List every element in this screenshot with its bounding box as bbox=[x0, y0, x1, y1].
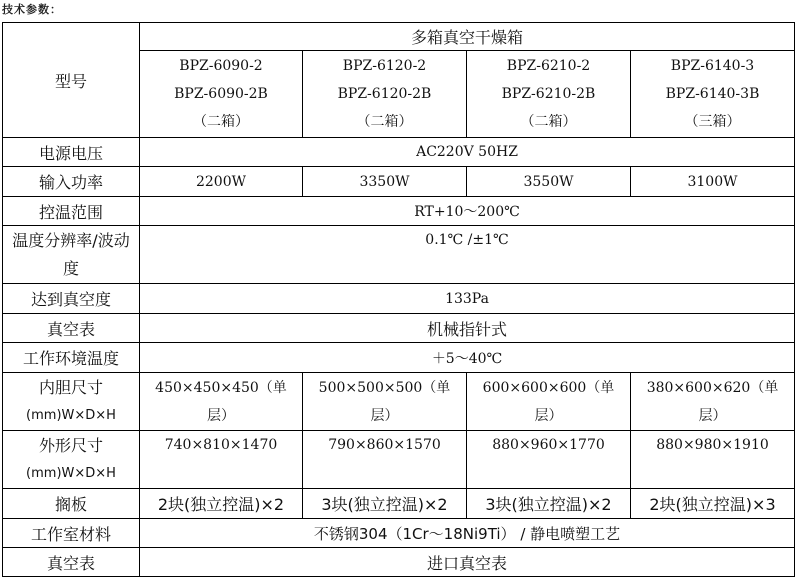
outer-size-value: 790×860×1570 bbox=[303, 431, 467, 489]
product-name: 多箱真空干燥箱 bbox=[140, 23, 795, 51]
temp-resolution-value: 0.1℃ /±1℃ bbox=[140, 226, 795, 284]
model-code: BPZ-6210-2 bbox=[506, 58, 591, 74]
vacuum-gauge-value: 机械指针式 bbox=[140, 314, 795, 343]
inner-size-value bbox=[467, 373, 631, 431]
outer-size-value: 740×810×1470 bbox=[140, 431, 303, 489]
outer-size-value: 880×960×1770 bbox=[467, 431, 631, 489]
model-chambers: （二箱） bbox=[356, 114, 413, 130]
power-supply-value: AC220V 50HZ bbox=[140, 138, 795, 167]
outer-size-value: 880×980×1910 bbox=[631, 431, 795, 489]
inner-size-line1: 380×600×620（单 bbox=[646, 379, 779, 396]
table-row bbox=[3, 167, 795, 197]
model-code: BPZ-6140-3 bbox=[670, 58, 755, 74]
temp-resolution-label-line2: 度 bbox=[62, 258, 79, 278]
model-code: BPZ-6120-2 bbox=[342, 58, 427, 74]
model-code: BPZ-6090-2 bbox=[179, 58, 263, 74]
inner-size-line2: 层） bbox=[207, 407, 235, 424]
table-row bbox=[3, 138, 795, 167]
inner-size-line2: 层） bbox=[534, 407, 563, 424]
model-cell bbox=[631, 51, 795, 138]
table-row bbox=[3, 314, 795, 343]
model-chambers: （三箱） bbox=[684, 114, 741, 130]
vacuum-reach-label: 达到真空度 bbox=[3, 284, 140, 314]
ambient-temp-value: ＋5～40℃ bbox=[140, 343, 795, 373]
table-row bbox=[3, 197, 795, 226]
model-code-b: BPZ-6120-2B bbox=[337, 86, 432, 102]
table-row bbox=[3, 548, 795, 577]
vacuum-gauge-label: 真空表 bbox=[3, 548, 140, 577]
temp-resolution-label-line1: 温度分辨率/波动 bbox=[12, 230, 130, 250]
outer-size-label-line1: 外形尺寸 bbox=[38, 435, 103, 455]
inner-size-value bbox=[303, 373, 467, 431]
input-power-value: 2200W bbox=[140, 167, 303, 197]
shelves-value: 2块(独立控温)×3 bbox=[631, 489, 795, 519]
table-row bbox=[3, 373, 795, 431]
model-cell bbox=[303, 51, 467, 138]
input-power-value: 3100W bbox=[631, 167, 795, 197]
table-row bbox=[3, 519, 795, 548]
inner-size-label-line2: (mm)W×D×H bbox=[26, 407, 116, 423]
table-row bbox=[3, 489, 795, 519]
input-power-label: 输入功率 bbox=[3, 167, 140, 197]
model-code-b: BPZ-6090-2B bbox=[174, 86, 268, 102]
model-cell bbox=[467, 51, 631, 138]
temp-range-value: RT+10～200℃ bbox=[140, 197, 795, 226]
shelves-value: 2块(独立控温)×2 bbox=[140, 489, 303, 519]
vacuum-gauge-label: 真空表 bbox=[3, 314, 140, 343]
shelves-value: 3块(独立控温)×2 bbox=[467, 489, 631, 519]
inner-size-value bbox=[140, 373, 303, 431]
model-label: 型号 bbox=[3, 23, 140, 138]
inner-size-label-line1: 内胆尺寸 bbox=[38, 377, 103, 397]
table-row bbox=[3, 343, 795, 373]
inner-size-line1: 500×500×500（单 bbox=[318, 379, 451, 396]
inner-size-line2: 层） bbox=[370, 407, 399, 424]
model-code-b: BPZ-6140-3B bbox=[665, 86, 760, 102]
outer-size-label bbox=[3, 431, 140, 489]
ambient-temp-label: 工作环境温度 bbox=[3, 343, 140, 373]
power-supply-label: 电源电压 bbox=[3, 138, 140, 167]
table-row bbox=[3, 226, 795, 284]
chamber-material-label: 工作室材料 bbox=[3, 519, 140, 548]
inner-size-label bbox=[3, 373, 140, 431]
shelves-value: 3块(独立控温)×2 bbox=[303, 489, 467, 519]
chamber-material-value: 不锈钢304（1Cr～18Ni9Ti） / 静电喷塑工艺 bbox=[140, 519, 795, 548]
vacuum-gauge-value: 进口真空表 bbox=[140, 548, 795, 577]
model-chambers: （二箱） bbox=[193, 114, 249, 130]
table-row bbox=[3, 284, 795, 314]
table-row bbox=[3, 23, 795, 51]
section-heading: 技术参数： bbox=[2, 3, 62, 16]
model-cell bbox=[140, 51, 303, 138]
input-power-value: 3550W bbox=[467, 167, 631, 197]
temp-resolution-label bbox=[3, 226, 140, 284]
spec-table bbox=[2, 22, 795, 577]
vacuum-reach-value: 133Pa bbox=[140, 284, 795, 314]
temp-range-label: 控温范围 bbox=[3, 197, 140, 226]
model-chambers: （二箱） bbox=[520, 114, 577, 130]
inner-size-line1: 450×450×450（单 bbox=[155, 379, 287, 396]
shelves-label: 搁板 bbox=[3, 489, 140, 519]
inner-size-line1: 600×600×600（单 bbox=[482, 379, 615, 396]
inner-size-value bbox=[631, 373, 795, 431]
input-power-value: 3350W bbox=[303, 167, 467, 197]
inner-size-line2: 层） bbox=[698, 407, 727, 424]
model-code-b: BPZ-6210-2B bbox=[501, 86, 596, 102]
table-row bbox=[3, 431, 795, 489]
outer-size-label-line2: (mm)W×D×H bbox=[26, 465, 116, 481]
